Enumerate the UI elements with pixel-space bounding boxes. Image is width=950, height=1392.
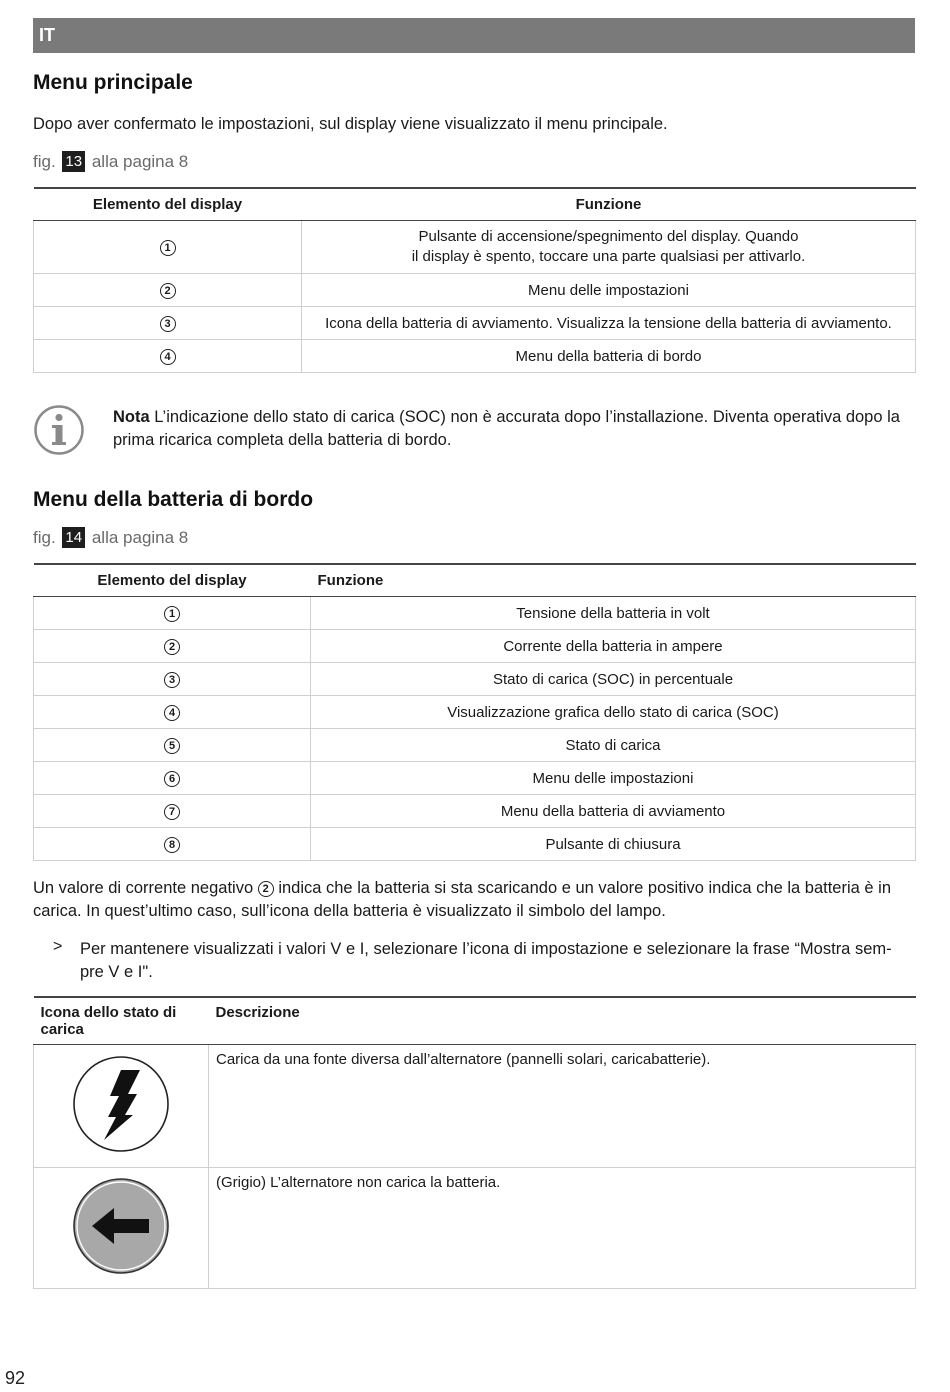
column-header: Descrizione [209, 997, 916, 1045]
row-number [34, 274, 302, 307]
table-row [34, 729, 916, 762]
table-header-row [34, 997, 916, 1045]
table-row [34, 274, 916, 307]
table-row [34, 221, 916, 274]
circled-number: 1 [160, 240, 176, 256]
para-text-after: indica che la batteria si sta scaricando e un valore positivo indica che la batteria è in carica. In quest’ultimo caso, sull’icona della batteria è visualizzato il simbolo del lampo. [33, 879, 891, 920]
table-row [34, 1168, 916, 1289]
icon-cell [34, 1168, 209, 1289]
section-title-onboard-battery: Menu della batteria di bordo [33, 488, 314, 511]
section-title-main-menu: Menu principale [33, 71, 193, 94]
circled-number: 1 [164, 606, 180, 622]
row-function: Visualizzazione grafica dello stato di carica (SOC) [311, 696, 916, 729]
circled-number: 3 [164, 672, 180, 688]
bullet-text: Per mantenere visualizzati i valori V e I, selezionare l’icona di impostazione e selezionare la frase “Mostra sem- pre V e I". [80, 940, 892, 981]
note-text: L’indicazione dello stato di carica (SOC) non è accurata dopo l’installazione. Diventa operativa dopo la prima ricarica completa della batteria di bordo. [113, 408, 900, 449]
column-header: Elemento del display [34, 188, 302, 221]
arrow-left-icon [72, 1177, 170, 1275]
bullet-marker: > [53, 938, 63, 955]
table-row [34, 307, 916, 340]
circled-number: 2 [164, 639, 180, 655]
para-text-before: Un valore di corrente negativo [33, 879, 254, 897]
main-menu-table [33, 187, 916, 373]
row-function: Corrente della batteria in ampere [311, 630, 916, 663]
circled-number: 3 [160, 316, 176, 332]
info-icon [33, 404, 85, 456]
figure-reference-14 [33, 528, 188, 549]
table-row [34, 663, 916, 696]
circled-number: 4 [160, 349, 176, 365]
row-number [34, 597, 311, 630]
row-number [34, 340, 302, 373]
column-header: Funzione [311, 564, 916, 597]
note-label: Nota [113, 408, 150, 426]
row-function: Pulsante di chiusura [311, 828, 916, 861]
note-block [113, 406, 903, 452]
current-explanation-paragraph [33, 877, 918, 923]
language-header-bar [33, 18, 915, 53]
circled-number: 4 [164, 705, 180, 721]
onboard-battery-table [33, 563, 916, 861]
row-function [302, 221, 916, 274]
row-number [34, 221, 302, 274]
table-row [34, 340, 916, 373]
language-code: IT [39, 25, 55, 45]
table-header-row [34, 564, 916, 597]
row-number [34, 663, 311, 696]
fig-number: 14 [62, 527, 85, 548]
column-header: Elemento del display [34, 564, 311, 597]
row-function: Menu della batteria di avviamento [311, 795, 916, 828]
fig-prefix: fig. [33, 152, 56, 171]
page-number: 92 [5, 1368, 26, 1388]
row-number [34, 828, 311, 861]
table-row [34, 597, 916, 630]
circled-number: 2 [258, 881, 274, 897]
charge-status-icon-table [33, 996, 916, 1289]
fig-number: 13 [62, 151, 85, 172]
row-function-line2: il display è spento, toccare una parte qualsiasi per attivarlo. [411, 248, 806, 265]
fig-prefix: fig. [33, 528, 56, 547]
row-description: (Grigio) L’alternatore non carica la batteria. [209, 1168, 916, 1289]
row-number [34, 696, 311, 729]
icon-cell [34, 1045, 209, 1168]
table-row [34, 630, 916, 663]
table-row [34, 696, 916, 729]
table-row [34, 762, 916, 795]
row-function-line1: Pulsante di accensione/spegnimento del display. Quando [418, 228, 799, 245]
row-number [34, 795, 311, 828]
row-function: Stato di carica [311, 729, 916, 762]
row-number [34, 762, 311, 795]
column-header: Funzione [302, 188, 916, 221]
circled-number: 2 [160, 283, 176, 299]
row-function: Menu delle impostazioni [302, 274, 916, 307]
fig-suffix: alla pagina 8 [91, 528, 189, 547]
row-description: Carica da una fonte diversa dall’alternatore (pannelli solari, caricabatterie). [209, 1045, 916, 1168]
circled-number: 8 [164, 837, 180, 853]
column-header: Icona dello stato di carica [34, 997, 209, 1045]
table-row [34, 795, 916, 828]
row-number [34, 307, 302, 340]
table-header-row [34, 188, 916, 221]
row-number [34, 729, 311, 762]
row-function: Menu della batteria di bordo [302, 340, 916, 373]
circled-number: 5 [164, 738, 180, 754]
row-function: Icona della batteria di avviamento. Visualizza la tensione della batteria di avviamento. [302, 307, 916, 340]
figure-reference-13 [33, 152, 188, 173]
lightning-bolt-icon [72, 1055, 170, 1153]
row-function: Tensione della batteria in volt [311, 597, 916, 630]
circled-number: 7 [164, 804, 180, 820]
row-function: Menu delle impostazioni [311, 762, 916, 795]
table-row [34, 828, 916, 861]
intro-paragraph: Dopo aver confermato le impostazioni, sul display viene visualizzato il menu principale. [33, 115, 668, 133]
circled-number: 6 [164, 771, 180, 787]
table-row [34, 1045, 916, 1168]
row-number [34, 630, 311, 663]
row-function: Stato di carica (SOC) in percentuale [311, 663, 916, 696]
fig-suffix: alla pagina 8 [91, 152, 189, 171]
